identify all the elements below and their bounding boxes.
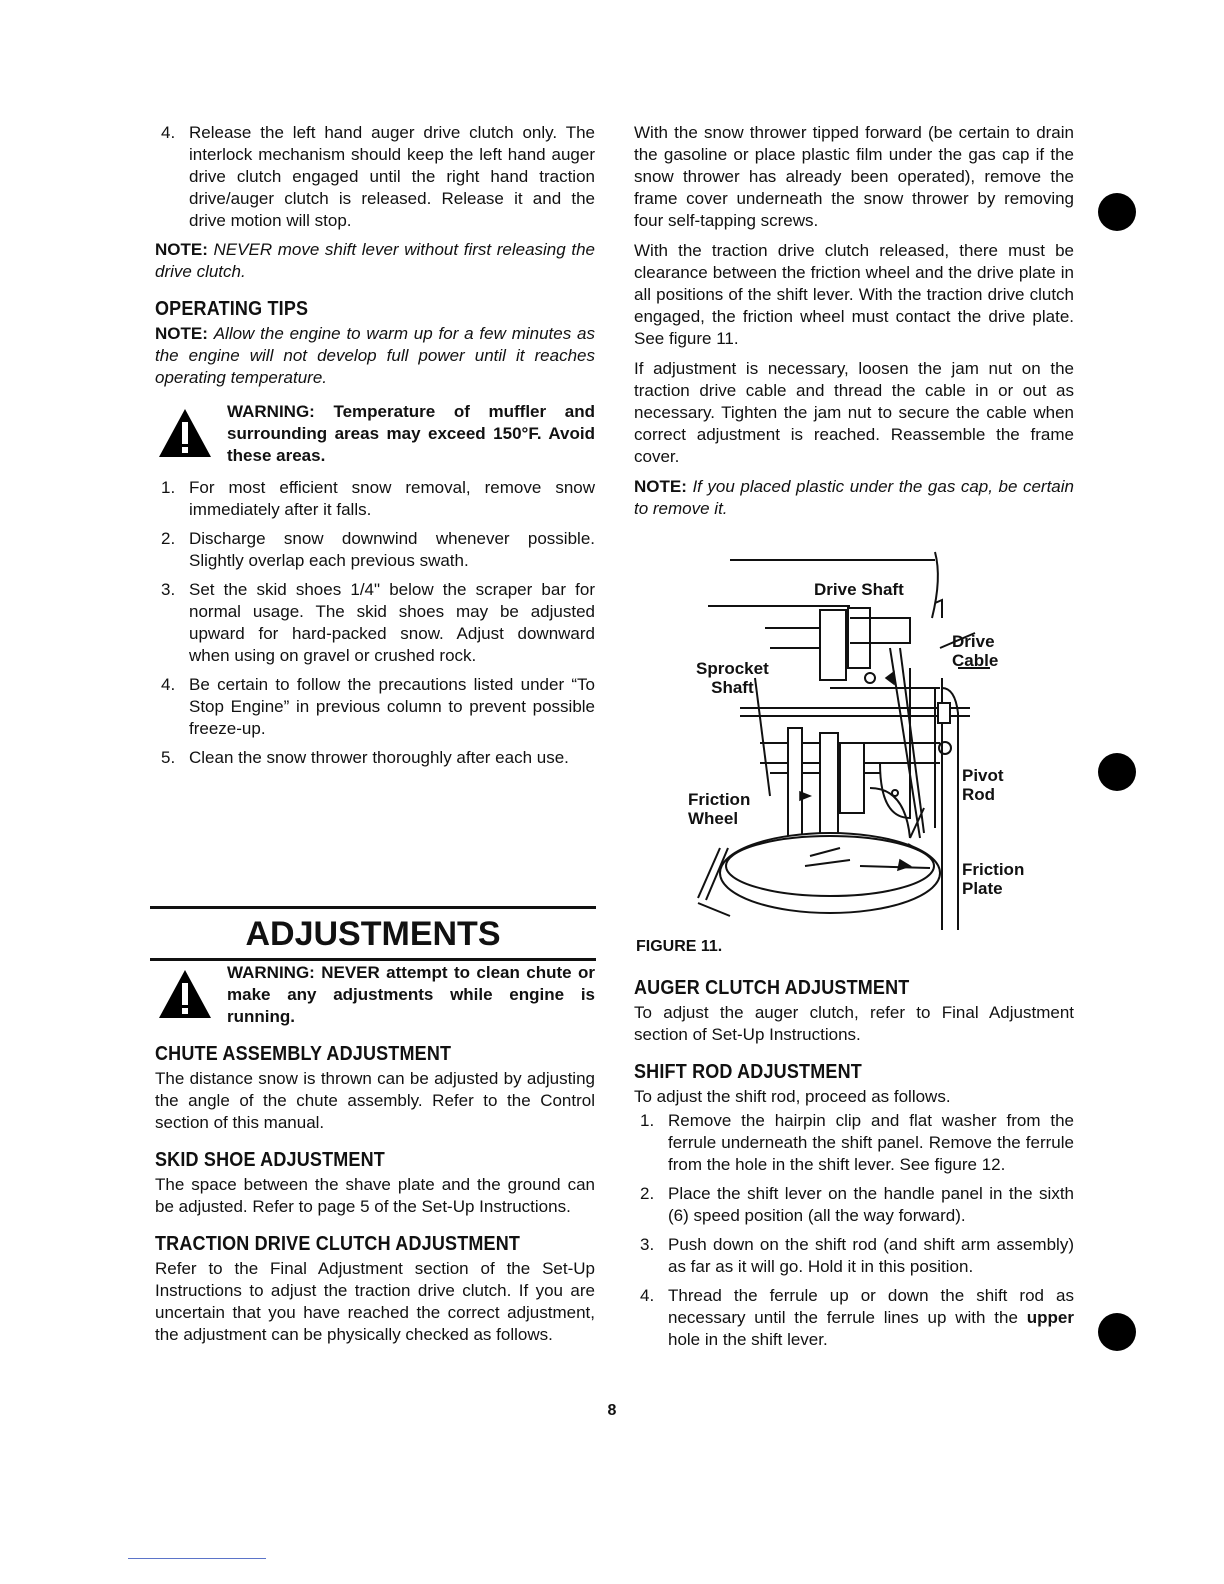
page-number: 8 — [607, 1402, 617, 1419]
warning-text: WARNING: NEVER attempt to clean chute or make any adjustments while engine is running. — [227, 963, 595, 1026]
list-text: Discharge snow downwind whenever possible. Slightly overlap each previous swath. — [189, 529, 595, 570]
list-text: Clean the snow thrower thoroughly after each use. — [189, 748, 569, 767]
note-text: NEVER move shift lever without first releasing the drive clutch. — [155, 240, 595, 281]
note-label: NOTE: — [155, 324, 208, 343]
clutch-step-list — [155, 122, 595, 232]
warning-block — [155, 401, 595, 467]
skid-shoe-paragraph: The space between the shave plate and the ground can be adjusted. Refer to page 5 of the Set-Up Instructions. — [155, 1175, 595, 1216]
list-number: 1. — [161, 478, 176, 497]
note-text: Allow the engine to warm up for a few minutes as the engine will not develop full power until it reaches operating temperature. — [155, 324, 595, 387]
friction-wheel-label — [688, 790, 750, 828]
figure-11-diagram — [680, 548, 1060, 938]
list-number: 5. — [161, 748, 176, 767]
label-line: Rod — [962, 785, 996, 804]
label-line: Plate — [962, 879, 1003, 898]
warning-triangle-icon — [157, 968, 213, 1020]
step-text: hole in the shift lever. — [668, 1330, 828, 1349]
note-paragraph — [634, 476, 1074, 520]
list-item — [155, 579, 595, 667]
list-number: 1. — [640, 1111, 655, 1130]
binder-hole-icon — [1098, 193, 1136, 231]
warning-block — [155, 962, 595, 1028]
operating-tips-list — [155, 477, 595, 769]
list-number: 2. — [640, 1184, 655, 1203]
shift-rod-intro: To adjust the shift rod, proceed as follows. — [634, 1087, 951, 1106]
drive-shaft-label: Drive Shaft — [814, 580, 904, 599]
list-number: 2. — [161, 529, 176, 548]
list-item — [155, 674, 595, 740]
frame-cover-paragraph: With the snow thrower tipped forward (be certain to drain the gasoline or place plastic film under the gas cap if the snow thrower has already been operated), remove the frame cover underneath the snow thrower by removing four self-tapping screws. — [634, 123, 1074, 230]
step-bold-text: upper — [1026, 1308, 1074, 1327]
list-text: Remove the hairpin clip and flat washer from the ferrule underneath the shift panel. Remove the ferrule from the hole in the shift lever. See figure 12. — [668, 1111, 1074, 1174]
left-column-lower — [155, 962, 595, 1354]
left-column — [155, 122, 595, 776]
list-number: 4. — [161, 675, 176, 694]
list-item — [155, 477, 595, 521]
jam-nut-paragraph: If adjustment is necessary, loosen the jam nut on the traction drive cable and thread the cable in or out as necessary. Tighten the jam nut to secure the cable when correct adjustment is reached. Reassemble the frame cover. — [634, 359, 1074, 466]
drive-cable-label — [952, 632, 998, 670]
list-item — [155, 747, 595, 769]
figure-caption: FIGURE 11. — [636, 938, 723, 955]
binder-hole-icon — [1098, 1313, 1136, 1351]
right-column-lower — [634, 962, 1074, 1358]
list-text: Set the skid shoes 1/4" below the scraper bar for normal usage. The skid shoes may be adjusted upward for hard-packed snow. Adjust downward when using on gravel or crushed rock. — [189, 580, 595, 665]
note-label: NOTE: — [155, 240, 208, 259]
right-column — [634, 122, 1074, 528]
list-number: 4. — [161, 123, 176, 142]
note-paragraph — [155, 239, 595, 283]
label-line: Pivot — [962, 766, 1004, 785]
note-paragraph — [155, 323, 595, 389]
label-line: Cable — [952, 651, 999, 670]
label-line: Shaft — [711, 678, 754, 697]
label-line: Friction — [962, 860, 1025, 879]
label-line: Wheel — [688, 809, 739, 828]
friction-plate-label — [962, 860, 1024, 898]
list-item — [155, 122, 595, 232]
list-text: Release the left hand auger drive clutch only. The interlock mechanism should keep the left hand auger drive clutch engaged until the right hand traction drive/auger clutch is released. Release it and the drive motion will stop. — [189, 123, 595, 230]
list-number: 3. — [640, 1235, 655, 1254]
note-text: If you placed plastic under the gas cap, be certain to remove it. — [634, 477, 1074, 518]
sprocket-shaft-label — [696, 659, 769, 697]
shift-rod-heading: SHIFT ROD ADJUSTMENT — [634, 1061, 862, 1083]
warning-text: WARNING: Temperature of muffler and surrounding areas may exceed 150°F. Avoid these areas. — [227, 402, 595, 465]
traction-paragraph: Refer to the Final Adjustment section of the Set-Up Instructions to adjust the traction drive clutch. If you are uncertain that you have reached the correct adjustment, the adjustment can be physically checked as follows. — [155, 1259, 595, 1344]
chute-paragraph: The distance snow is thrown can be adjusted by adjusting the angle of the chute assembly. Refer to the Control section of this manual. — [155, 1069, 595, 1132]
list-item — [634, 1110, 1074, 1176]
clearance-paragraph: With the traction drive clutch released, there must be clearance between the friction wheel and the drive plate in all positions of the shift lever. With the traction drive clutch engaged, the friction wheel must contact the drive plate. See figure 11. — [634, 241, 1074, 348]
list-text: For most efficient snow removal, remove snow immediately after it falls. — [189, 478, 595, 519]
list-item — [634, 1234, 1074, 1278]
chute-heading: CHUTE ASSEMBLY ADJUSTMENT — [155, 1043, 452, 1065]
list-number: 4. — [640, 1286, 655, 1305]
shift-rod-steps — [634, 1110, 1074, 1351]
operating-tips-heading: OPERATING TIPS — [155, 298, 309, 320]
auger-clutch-heading: AUGER CLUTCH ADJUSTMENT — [634, 977, 910, 999]
list-item — [634, 1183, 1074, 1227]
list-number: 3. — [161, 580, 176, 599]
warning-triangle-icon — [157, 407, 213, 459]
label-line: Sprocket — [696, 659, 769, 678]
scan-edge-line — [128, 1558, 266, 1559]
adjustments-section-title: ADJUSTMENTS — [150, 906, 596, 961]
list-item — [634, 1285, 1074, 1351]
note-label: NOTE: — [634, 477, 687, 496]
list-text: Place the shift lever on the handle panel in the sixth (6) speed position (all the way forward). — [668, 1184, 1074, 1225]
auger-clutch-paragraph: To adjust the auger clutch, refer to Final Adjustment section of Set-Up Instructions. — [634, 1003, 1074, 1044]
pivot-rod-label — [962, 766, 1004, 804]
label-line: Drive — [952, 632, 995, 651]
traction-heading: TRACTION DRIVE CLUTCH ADJUSTMENT — [155, 1233, 521, 1255]
list-text: Be certain to follow the precautions listed under “To Stop Engine” in previous column to prevent possible freeze-up. — [189, 675, 595, 738]
list-text — [668, 1286, 1074, 1349]
step-text: Thread the ferrule up or down the shift rod as necessary until the ferrule lines up with the — [668, 1286, 1074, 1327]
list-text: Push down on the shift rod (and shift arm assembly) as far as it will go. Hold it in this position. — [668, 1235, 1074, 1276]
binder-hole-icon — [1098, 753, 1136, 791]
skid-shoe-heading: SKID SHOE ADJUSTMENT — [155, 1149, 385, 1171]
list-item — [155, 528, 595, 572]
label-line: Friction — [688, 790, 751, 809]
